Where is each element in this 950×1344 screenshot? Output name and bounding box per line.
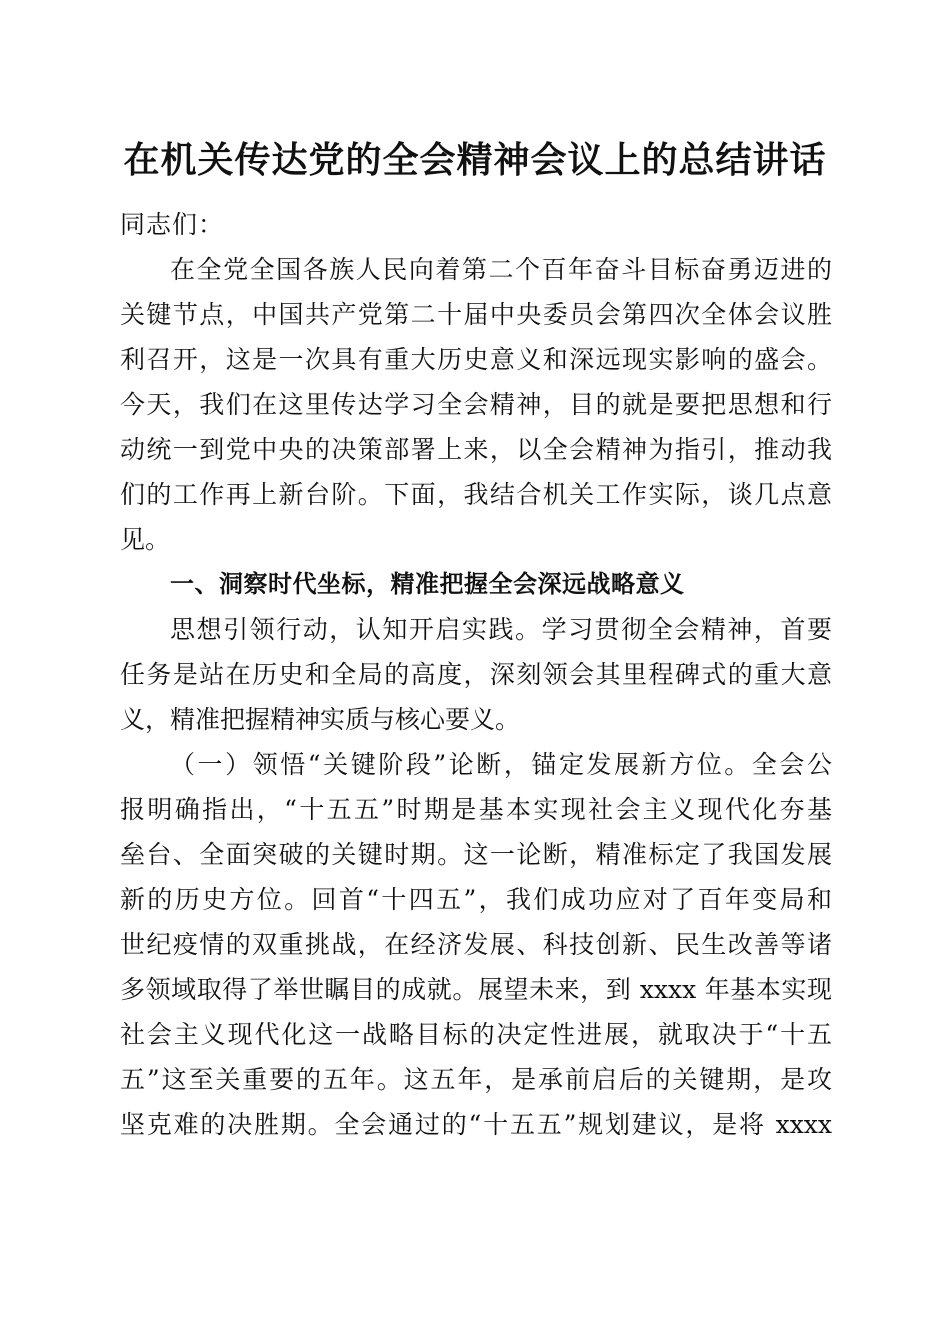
document-body xyxy=(120,202,832,1147)
paragraph-line: 社会主义现代化这一战略目标的决定性进展，就取决于“十五 xyxy=(120,1020,832,1049)
subsection-paragraph xyxy=(120,742,832,1147)
paragraph-line: 五”这至关重要的五年。这五年，是承前启后的关键期，是攻 xyxy=(120,1065,832,1094)
paragraph-line: 坚克难的决胜期。全会通过的“十五五”规划建议，是将 xxxx xyxy=(120,1110,832,1139)
paragraph-line: 任务是站在历史和全局的高度，深刻领会其里程碑式的重大意 xyxy=(120,660,832,689)
section-heading: 一、洞察时代坐标，精准把握全会深远战略意义 xyxy=(170,570,685,598)
paragraph-line: 新的历史方位。回首“十四五”，我们成功应对了百年变局和 xyxy=(120,885,832,914)
paragraph-line: 多领域取得了举世瞩目的成就。展望未来，到 xxxx 年基本实现 xyxy=(120,975,832,1004)
paragraph-line: 关键节点，中国共产党第二十届中央委员会第四次全体会议胜 xyxy=(120,300,832,329)
paragraph-line: 垒台、全面突破的关键时期。这一论断，精准标定了我国发展 xyxy=(120,840,832,869)
paragraph-line: 思想引领行动，认知开启实践。学习贯彻全会精神，首要 xyxy=(170,615,832,644)
paragraph-line: 见。 xyxy=(120,525,171,554)
paragraph-line: 义，精准把握精神实质与核心要义。 xyxy=(120,705,521,734)
paragraph-line: 今天，我们在这里传达学习全会精神，目的就是要把思想和行 xyxy=(120,390,832,419)
section-paragraph xyxy=(120,607,832,742)
paragraph-line: 报明确指出，“十五五”时期是基本实现社会主义现代化夯基 xyxy=(120,795,832,824)
intro-paragraph xyxy=(120,247,832,562)
paragraph-line: 们的工作再上新台阶。下面，我结合机关工作实际，谈几点意 xyxy=(120,480,832,509)
salutation: 同志们： xyxy=(120,210,225,239)
paragraph-line: 利召开，这是一次具有重大历史意义和深远现实影响的盛会。 xyxy=(120,345,832,374)
paragraph-line: 世纪疫情的双重挑战，在经济发展、科技创新、民生改善等诸 xyxy=(120,930,832,959)
document-title: 在机关传达党的全会精神会议上的总结讲话 xyxy=(123,139,827,181)
paragraph-line: （一）领悟“关键阶段”论断，锚定发展新方位。全会公 xyxy=(170,750,832,779)
paragraph-line: 在全党全国各族人民向着第二个百年奋斗目标奋勇迈进的 xyxy=(170,255,832,284)
paragraph-line: 动统一到党中央的决策部署上来，以全会精神为指引，推动我 xyxy=(120,435,832,464)
